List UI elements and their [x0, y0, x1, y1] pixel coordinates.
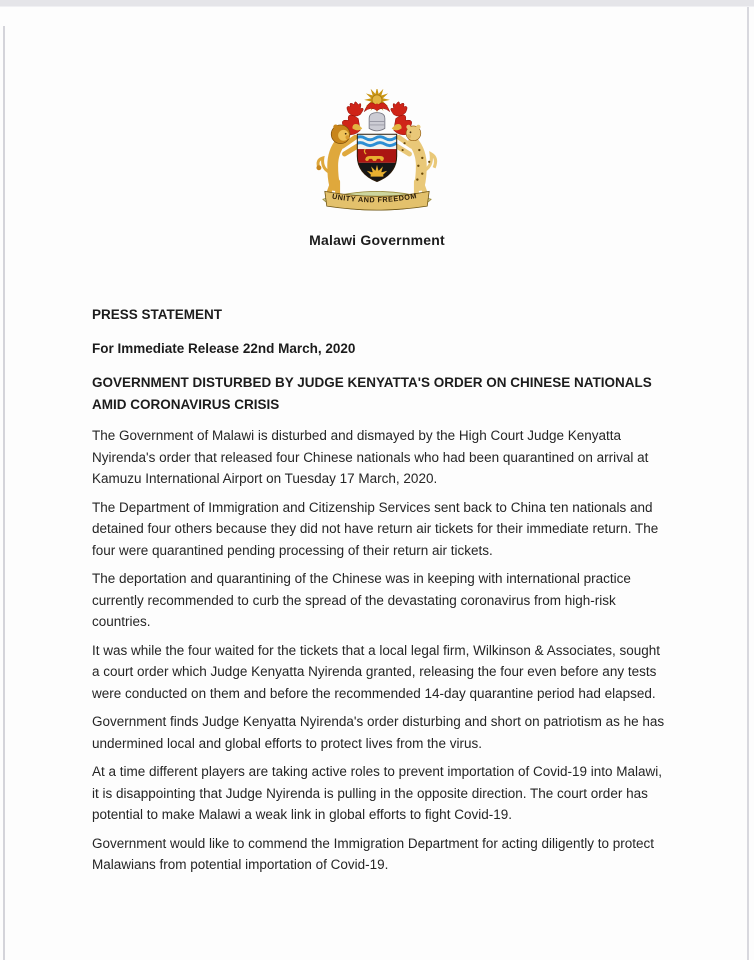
- document-header: [8, 7, 746, 248]
- helmet-icon: [369, 113, 385, 131]
- paragraph: The Department of Immigration and Citizenship Services sent back to China ten nationals and detained four others because they did not have return air tickets for their immediate return. The four were quarantined pending processing of their return air tickets.: [92, 499, 659, 558]
- eagle-icon: [364, 103, 390, 112]
- press-statement-label: PRESS STATEMENT: [92, 307, 223, 322]
- paragraph: The Government of Malawi is disturbed and dismayed by the High Court Judge Kenyatta Nyirenda's order that released four Chinese nationals who had been quarantined on arrival at Kamuzu International Airport on Tuesday 17 March, 2020.: [92, 428, 649, 486]
- paragraph: Government finds Judge Kenyatta Nyirenda's order disturbing and short on patriotism as he has undermined local and global efforts to protect lives from the virus.: [92, 714, 665, 751]
- scan-edge-top: [0, 0, 754, 7]
- leopard-supporter-icon: [397, 125, 436, 195]
- headline: GOVERNMENT DISTURBED BY JUDGE KENYATTA'S ORDER ON CHINESE NATIONALS AMID CORONAVIRUS CRISIS: [92, 375, 652, 412]
- scan-edge-left: [3, 26, 5, 960]
- press-statement-body: [92, 304, 667, 876]
- document-page: [8, 7, 746, 960]
- paragraph: Government would like to commend the Immigration Department for acting diligently to protect Malawians from potential importation of Covid-19.: [92, 835, 655, 872]
- lion-supporter-icon: [316, 125, 357, 195]
- paragraph: At a time different players are taking active roles to prevent importation of Covid-19 into Malawi, it is disappointing that Judge Nyirenda is pulling in the opposite direction. The court order has potential to make Malawi a weak link in global efforts to fight Covid-19.: [92, 764, 663, 822]
- shield-icon: [355, 134, 404, 182]
- paragraph: It was while the four waited for the tickets that a local legal firm, Wilkinson & Associates, sought a court order which Judge Kenyatta Nyirenda granted, releasing the four even before any tests were conducted on them and before the recommended 14-day quarantine period had elapsed.: [92, 642, 661, 701]
- release-line: For Immediate Release 22nd March, 2020: [92, 340, 356, 356]
- motto-text: UNITY AND FREEDOM: [331, 191, 418, 205]
- government-title: Malawi Government: [309, 232, 445, 248]
- paragraph: The deportation and quarantining of the Chinese was in keeping with international practice currently recommended to curb the spread of the devastating coronavirus from high-risk countries.: [92, 571, 631, 629]
- malawi-coat-of-arms-icon: [303, 89, 451, 217]
- scan-edge-right: [747, 7, 749, 960]
